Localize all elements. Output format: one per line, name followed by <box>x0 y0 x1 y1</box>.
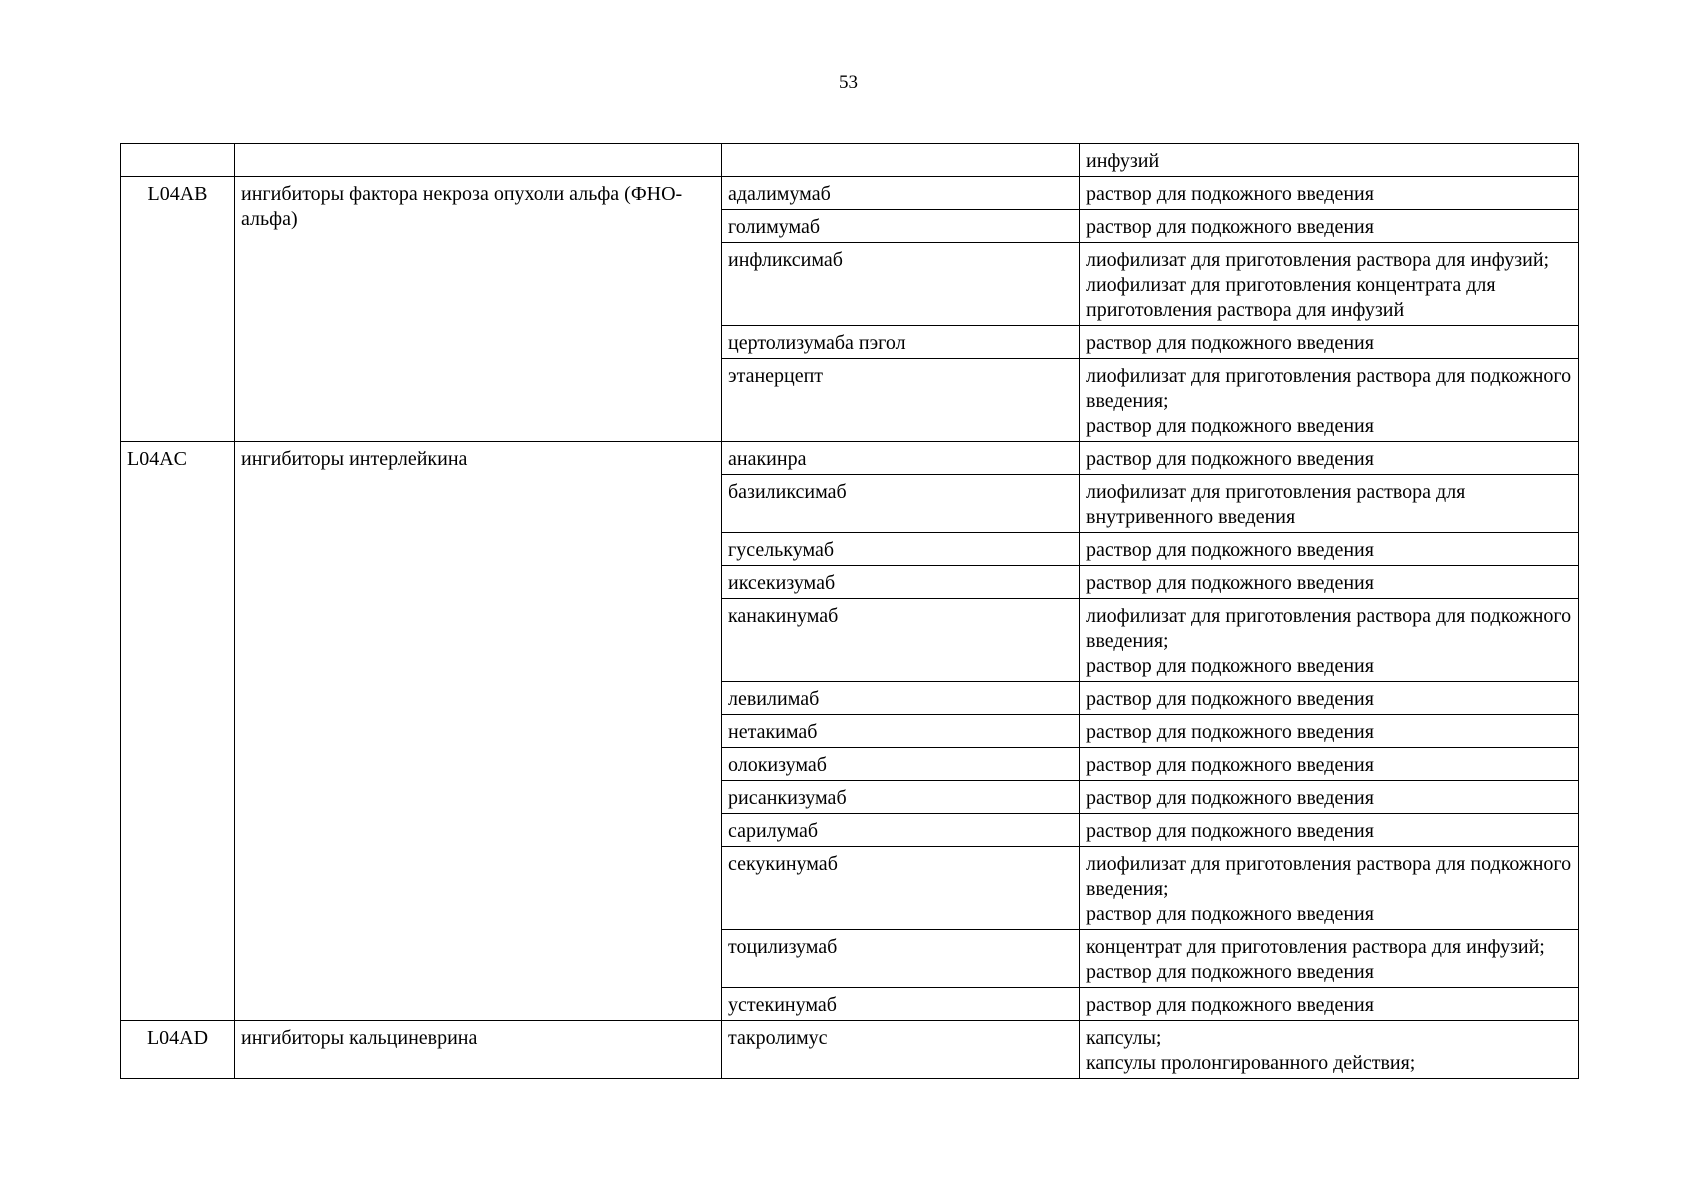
drug-name-cell: гуселькумаб <box>722 533 1080 566</box>
dosage-form-cell <box>1080 566 1579 599</box>
dosage-form-line: лиофилизат для приготовления раствора для подкожного введения; <box>1086 853 1572 900</box>
group-name-cell: ингибиторы кальциневрина <box>235 1021 722 1079</box>
drug-name-cell: нетакимаб <box>722 715 1080 748</box>
dosage-form-line: раствор для подкожного введения <box>1086 787 1374 809</box>
dosage-form-line: раствор для подкожного введения <box>1086 539 1374 561</box>
dosage-form-line: раствор для подкожного введения <box>1086 994 1374 1016</box>
drug-name-cell: тоцилизумаб <box>722 930 1080 988</box>
code-cell <box>121 144 235 177</box>
dosage-form-line: лиофилизат для приготовления раствора для инфузий; <box>1086 249 1550 271</box>
dosage-form-line: раствор для подкожного введения <box>1086 448 1374 470</box>
dosage-form-cell <box>1080 210 1579 243</box>
drug-name-cell: сарилумаб <box>722 814 1080 847</box>
dosage-form-line: раствор для подкожного введения <box>1086 754 1374 776</box>
dosage-form-cell <box>1080 243 1579 326</box>
group-name-cell: ингибиторы фактора некроза опухоли альфа (ФНО-альфа) <box>235 177 722 442</box>
dosage-form-cell <box>1080 930 1579 988</box>
dosage-form-line: раствор для подкожного введения <box>1086 572 1374 594</box>
table-row-continuation <box>121 144 1579 177</box>
table-row <box>121 442 1579 475</box>
dosage-form-line: раствор для подкожного введения <box>1086 903 1374 925</box>
dosage-form-line: раствор для подкожного введения <box>1086 216 1374 238</box>
table-row <box>121 1021 1579 1079</box>
drug-name-cell: цертолизумаба пэгол <box>722 326 1080 359</box>
dosage-form-cell <box>1080 475 1579 533</box>
drug-name-cell: базиликсимаб <box>722 475 1080 533</box>
dosage-form-cell <box>1080 442 1579 475</box>
table-body <box>121 144 1579 1079</box>
drug-name-cell <box>722 144 1080 177</box>
drug-name-cell: анакинра <box>722 442 1080 475</box>
drug-name-cell: адалимумаб <box>722 177 1080 210</box>
drug-name-cell: инфликсимаб <box>722 243 1080 326</box>
drug-name-cell: канакинумаб <box>722 599 1080 682</box>
dosage-form-line: раствор для подкожного введения <box>1086 332 1374 354</box>
group-name-cell: ингибиторы интерлейкина <box>235 442 722 1021</box>
dosage-form-cell <box>1080 599 1579 682</box>
dosage-form-line: раствор для подкожного введения <box>1086 721 1374 743</box>
drug-name-cell: этанерцепт <box>722 359 1080 442</box>
drug-name-cell: рисанкизумаб <box>722 781 1080 814</box>
dosage-form-cell <box>1080 1021 1579 1079</box>
drug-table <box>120 143 1579 1079</box>
drug-name-cell: голимумаб <box>722 210 1080 243</box>
drug-name-cell: такролимус <box>722 1021 1080 1079</box>
dosage-form-cell <box>1080 359 1579 442</box>
drug-name-cell: олокизумаб <box>722 748 1080 781</box>
dosage-form-cell <box>1080 748 1579 781</box>
dosage-form-cell <box>1080 781 1579 814</box>
dosage-form-line: раствор для подкожного введения <box>1086 415 1374 437</box>
dosage-form-cell <box>1080 682 1579 715</box>
atc-code-cell: L04AC <box>121 442 235 1021</box>
dosage-form-line: раствор для подкожного введения <box>1086 688 1374 710</box>
dosage-form-cell <box>1080 326 1579 359</box>
dosage-form-line: раствор для подкожного введения <box>1086 183 1374 205</box>
dosage-form-cell <box>1080 533 1579 566</box>
dosage-form-line: концентрат для приготовления раствора для инфузий; <box>1086 936 1545 958</box>
dosage-form-line: капсулы пролонгированного действия; <box>1086 1052 1416 1074</box>
drug-name-cell: секукинумаб <box>722 847 1080 930</box>
dosage-form-line: раствор для подкожного введения <box>1086 655 1374 677</box>
page-number: 53 <box>839 72 858 93</box>
atc-code-cell: L04AD <box>121 1021 235 1079</box>
drug-name-cell: левилимаб <box>722 682 1080 715</box>
table-row <box>121 177 1579 210</box>
dosage-form-cell <box>1080 144 1579 177</box>
dosage-form-line: раствор для подкожного введения <box>1086 961 1374 983</box>
dosage-form-line: инфузий <box>1086 150 1160 172</box>
dosage-form-cell <box>1080 847 1579 930</box>
dosage-form-line: лиофилизат для приготовления раствора для подкожного введения; <box>1086 365 1572 412</box>
group-name-cell <box>235 144 722 177</box>
dosage-form-line: раствор для подкожного введения <box>1086 820 1374 842</box>
dosage-form-line: лиофилизат для приготовления раствора для подкожного введения; <box>1086 605 1572 652</box>
dosage-form-cell <box>1080 177 1579 210</box>
dosage-form-cell <box>1080 715 1579 748</box>
drug-name-cell: иксекизумаб <box>722 566 1080 599</box>
drug-name-cell: устекинумаб <box>722 988 1080 1021</box>
dosage-form-cell <box>1080 988 1579 1021</box>
dosage-form-line: лиофилизат для приготовления раствора для внутривенного введения <box>1086 481 1466 528</box>
dosage-form-cell <box>1080 814 1579 847</box>
atc-code-cell: L04AB <box>121 177 235 442</box>
dosage-form-line: капсулы; <box>1086 1027 1162 1049</box>
dosage-form-line: лиофилизат для приготовления концентрата для приготовления раствора для инфузий <box>1086 274 1496 321</box>
